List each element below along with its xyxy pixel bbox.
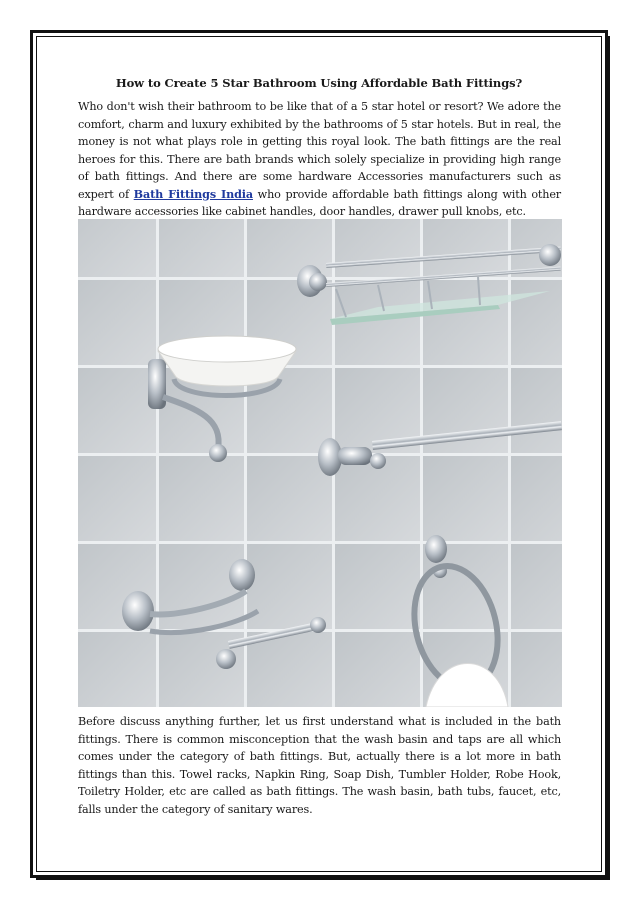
bath-fittings-photo (78, 219, 562, 707)
intro-text-after-link: who provide affordable bath fittings along with other hardware accessories like cabinet handles, door handles, drawer pull knobs, etc. (78, 187, 562, 218)
page-title: How to Create 5 Star Bathroom Using Affordable Bath Fittings? (115, 76, 523, 90)
bath-fittings-india-link[interactable]: Bath Fittings India (133, 186, 253, 201)
intro-text-before-link: Who don't wish their bathroom to be like that of a 5 star hotel or resort? We adore the comfort, charm and luxury exhibited by the bathrooms of 5 star hotels. But in real, the money is not what plays role in getting this royal look. The bath fittings are the real heroes for this. There are bath brands which solely specialize in providing high range of bath fittings. And there are some hardware Accessories manufacturers such as expert of (78, 100, 561, 201)
page-border-shadow-bottom (36, 876, 610, 880)
body-paragraph: Before discuss anything further, let us first understand what is included in the bath fittings. There is common misconception that the wash basin and taps are all which comes under the category of bath fittings. But, actually there is a lot more in bath fittings than this. Towel racks, Napkin Ring, Soap Dish, Tumbler Holder, Robe Hook, Toiletry Holder, etc are called as bath fittings. The wash basin, bath tubs, faucet, etc, falls under the category of sanitary wares. (78, 715, 561, 816)
page-border-shadow-right (606, 36, 610, 880)
intro-paragraph (78, 98, 561, 221)
